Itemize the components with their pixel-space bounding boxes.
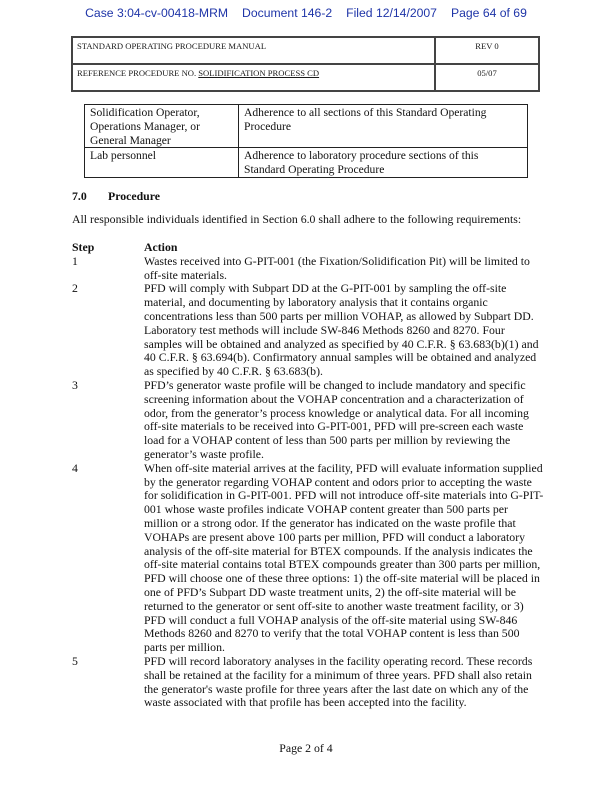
steps-header [72,241,544,255]
header-row-title [72,37,539,64]
court-page-number: Page 64 of 69 [450,6,527,20]
section-title: Procedure [108,189,160,203]
table-row [85,148,528,178]
role-cell: Solidification Operator, Operations Manager, or General Manager [85,105,239,148]
step-number: 3 [72,377,78,392]
case-number: Case 3:04-cv-00418-MRM [85,6,229,20]
step-row [72,379,544,462]
step-number: 4 [72,460,78,475]
step-number: 2 [72,281,78,296]
step-action: PFD will record laboratory analyses in the facility operating record. These records shall be retained at the facility for a minimum of three years. PFD shall also retain the generator's waste profile for three years after the last date on which any of the waste associated with that profile has been accepted into the facility. [144,653,533,710]
revision: REV 0 [435,37,539,64]
step-column-header: Step [72,240,95,254]
document-number: Document 146-2 [242,6,333,20]
table-row [85,105,528,148]
manual-title: STANDARD OPERATING PROCEDURE MANUAL [72,37,435,64]
responsibilities-table [84,104,528,178]
reference-procedure [72,64,435,91]
step-row [72,462,544,655]
section-heading [72,189,160,204]
step-number: 5 [72,653,78,668]
role-cell: Lab personnel [85,148,239,178]
revision-date: 05/07 [435,64,539,91]
section-intro: All responsible individuals identified in Section 6.0 shall adhere to the following requirements: [72,212,522,226]
responsibility-cell: Adherence to laboratory procedure sections of this Standard Operating Procedure [239,148,528,178]
action-column-header: Action [144,240,178,254]
step-action: When off-site material arrives at the facility, PFD will evaluate information supplied by the generator regarding VOHAP content and odors prior to accepting the waste for solidification in G-PIT-001. PFD will not introduce off-site materials into G-PIT-001 whose waste profiles indicate VOHAP content greater than 500 parts per million or a strong odor. If the generator has indicated on the waste profile that VOHAPs are present above 100 parts per million, PFD will conduct a laboratory analysis of the off-site material for BTEX compounds. If the analysis indicates the off-site material contains total BTEX compounds greater than 300 parts per million, PFD will choose one of these three options: 1) the off-site material will be placed in one of PFD’s Subpart DD waste treatment units, 2) the off-site material will be returned to the generator or sent off-site to another waste treatment facility, or 3) PFD will conduct a full VOHAP analysis of the off-site material using SW-846 Methods 8260 and 8270 to verify that the total VOHAP content is less than 500 parts per million. [144,460,544,655]
step-action: Wastes received into G-PIT-001 (the Fixation/Solidification Pit) will be limited to off-site materials. [144,253,530,282]
header-row-reference [72,64,539,91]
document-header-table [71,36,540,92]
step-action: PFD’s generator waste profile will be changed to include mandatory and specific screening information about the VOHAP concentration and a characterization of odor, from the generator’s process knowledge or analytical data. For all incoming off-site materials to be received into G-PIT-001, PFD will pre-screen each waste load for a VOHAP content of less than 500 parts per million by reviewing the generator’s waste profile. [144,377,529,461]
step-number: 1 [72,253,78,268]
reference-value: SOLIDIFICATION PROCESS CD [198,68,320,78]
procedure-steps [72,241,544,710]
step-action: PFD will comply with Subpart DD at the G-PIT-001 by sampling the off-site material, and documenting by laboratory analysis that it contains organic concentrations less than 500 parts per million VOHAP, as allowed by Subpart DD. Laboratory test methods will include SW-846 Methods 8260 and 8270. Four samples will be obtained and analyzed as specified by 40 C.F.R. § 63.683(b)(1) and 40 C.F.R. § 63.694(b). Confirmatory annual samples will be obtained and analyzed as specified by 40 C.F.R. § 63.683(b). [144,281,539,379]
page-footer: Page 2 of 4 [279,741,333,755]
step-row [72,655,544,710]
reference-label: REFERENCE PROCEDURE NO. [77,68,199,78]
court-filing-stamp [0,6,612,20]
filed-date: Filed 12/14/2007 [346,6,437,20]
section-number: 7.0 [72,189,87,203]
step-row [72,255,544,283]
responsibility-cell: Adherence to all sections of this Standard Operating Procedure [239,105,528,148]
step-row [72,282,544,379]
